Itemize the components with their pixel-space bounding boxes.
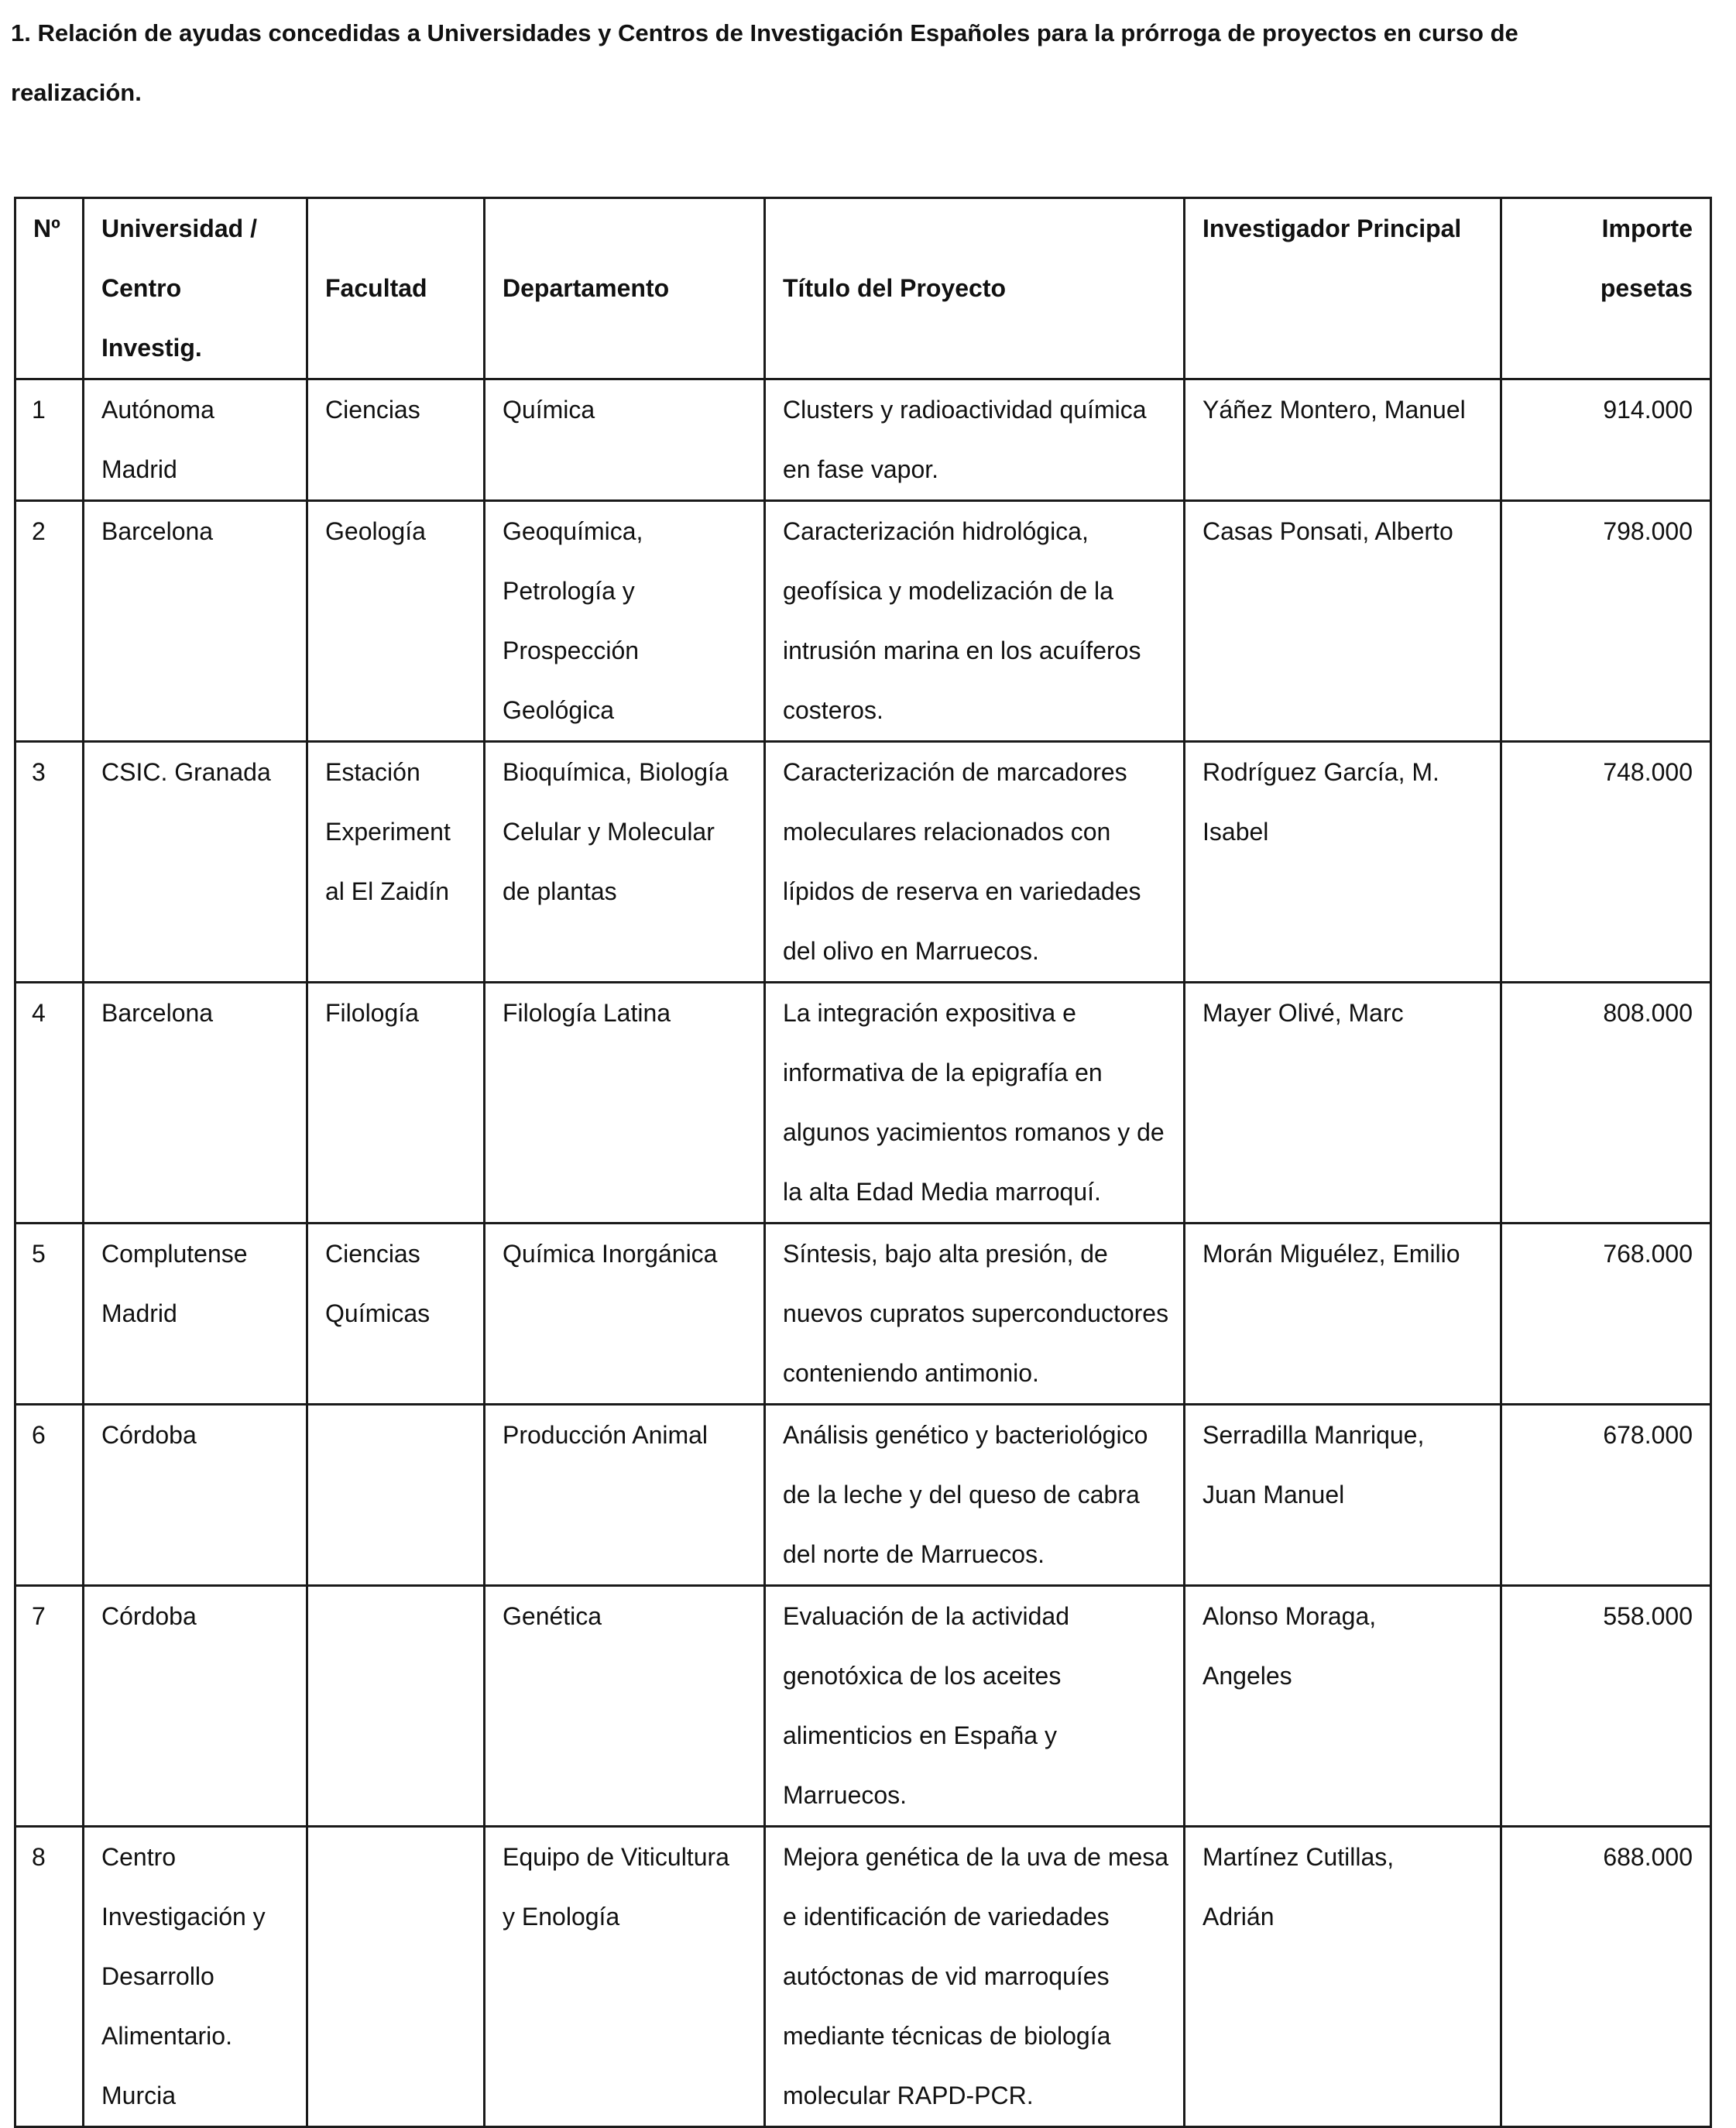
cell-departamento bbox=[485, 1827, 765, 2127]
cell-no: 4 bbox=[15, 983, 84, 1224]
cell-facultad bbox=[307, 1827, 485, 2127]
cell-line: Adrián bbox=[1203, 1903, 1275, 1931]
cell-line: Celular y Molecular bbox=[503, 818, 715, 846]
cell-universidad bbox=[84, 742, 307, 983]
cell-facultad bbox=[307, 983, 485, 1224]
cell-line: autóctonas de vid marroquíes bbox=[783, 1962, 1110, 1990]
cell-line: Barcelona bbox=[101, 517, 214, 545]
table-row bbox=[15, 742, 1711, 983]
cell-importe: 808.000 bbox=[1501, 983, 1711, 1224]
cell-line: Córdoba bbox=[101, 1602, 197, 1630]
grants-table-body bbox=[15, 379, 1711, 2127]
cell-line: Martínez Cutillas, bbox=[1203, 1843, 1395, 1871]
cell-line: Complutense bbox=[101, 1240, 248, 1268]
cell-line: Morán Miguélez, Emilio bbox=[1203, 1240, 1460, 1268]
cell-departamento bbox=[485, 501, 765, 742]
cell-universidad bbox=[84, 983, 307, 1224]
table-row bbox=[15, 379, 1711, 501]
cell-line: Caracterización de marcadores bbox=[783, 758, 1127, 786]
cell-no: 1 bbox=[15, 379, 84, 501]
cell-line: Geoquímica, bbox=[503, 517, 643, 545]
cell-importe: 558.000 bbox=[1501, 1586, 1711, 1827]
cell-universidad bbox=[84, 1405, 307, 1586]
cell-universidad bbox=[84, 1586, 307, 1827]
cell-line: Centro bbox=[101, 1843, 177, 1871]
cell-line: CSIC. Granada bbox=[101, 758, 271, 786]
header-facultad: Facultad bbox=[307, 198, 485, 379]
cell-facultad bbox=[307, 1586, 485, 1827]
cell-line: Rodríguez García, M. bbox=[1203, 758, 1439, 786]
cell-line: Clusters y radioactividad química bbox=[783, 396, 1147, 424]
cell-investigador bbox=[1185, 1405, 1501, 1586]
cell-line: de plantas bbox=[503, 877, 617, 905]
cell-line: intrusión marina en los acuíferos bbox=[783, 637, 1141, 664]
cell-line: Filología Latina bbox=[503, 999, 671, 1027]
header-no: Nº bbox=[15, 198, 84, 379]
cell-line: molecular RAPD-PCR. bbox=[783, 2082, 1034, 2109]
cell-investigador bbox=[1185, 379, 1501, 501]
cell-line: genotóxica de los aceites bbox=[783, 1662, 1062, 1690]
cell-investigador bbox=[1185, 1586, 1501, 1827]
cell-importe: 748.000 bbox=[1501, 742, 1711, 983]
cell-line: Químicas bbox=[325, 1299, 431, 1327]
cell-facultad bbox=[307, 379, 485, 501]
cell-departamento bbox=[485, 1405, 765, 1586]
cell-titulo bbox=[765, 1405, 1185, 1586]
cell-departamento bbox=[485, 1586, 765, 1827]
document-title bbox=[11, 3, 1707, 122]
cell-titulo bbox=[765, 501, 1185, 742]
cell-line: Experiment bbox=[325, 818, 451, 846]
cell-line: Ciencias bbox=[325, 1240, 420, 1268]
cell-line: Madrid bbox=[101, 455, 177, 483]
cell-importe: 798.000 bbox=[1501, 501, 1711, 742]
cell-line: Alimentario. bbox=[101, 2022, 232, 2050]
cell-titulo bbox=[765, 1224, 1185, 1405]
cell-line: de la leche y del queso de cabra bbox=[783, 1481, 1140, 1508]
cell-departamento bbox=[485, 983, 765, 1224]
cell-line: Prospección bbox=[503, 637, 640, 664]
cell-line: Filología bbox=[325, 999, 419, 1027]
cell-line: nuevos cupratos superconductores bbox=[783, 1299, 1169, 1327]
cell-no: 3 bbox=[15, 742, 84, 983]
header-universidad-line: Centro bbox=[101, 274, 182, 302]
cell-line: al El Zaidín bbox=[325, 877, 450, 905]
cell-line: Ciencias bbox=[325, 396, 420, 424]
cell-titulo bbox=[765, 742, 1185, 983]
cell-investigador bbox=[1185, 742, 1501, 983]
cell-titulo bbox=[765, 1586, 1185, 1827]
cell-line: Caracterización hidrológica, bbox=[783, 517, 1089, 545]
cell-line: Serradilla Manrique, bbox=[1203, 1421, 1425, 1449]
cell-departamento bbox=[485, 1224, 765, 1405]
header-importe-line: pesetas bbox=[1600, 274, 1693, 302]
cell-line: la alta Edad Media marroquí. bbox=[783, 1178, 1101, 1206]
header-titulo: Título del Proyecto bbox=[765, 198, 1185, 379]
cell-line: e identificación de variedades bbox=[783, 1903, 1110, 1931]
table-header-row bbox=[15, 198, 1711, 379]
header-universidad bbox=[84, 198, 307, 379]
cell-importe: 688.000 bbox=[1501, 1827, 1711, 2127]
cell-line: mediante técnicas de biología bbox=[783, 2022, 1111, 2050]
cell-line: Análisis genético y bacteriológico bbox=[783, 1421, 1148, 1449]
cell-line: moleculares relacionados con bbox=[783, 818, 1111, 846]
header-universidad-line: Investig. bbox=[101, 334, 202, 362]
cell-line: informativa de la epigrafía en bbox=[783, 1059, 1103, 1086]
cell-facultad bbox=[307, 1224, 485, 1405]
cell-line: Evaluación de la actividad bbox=[783, 1602, 1070, 1630]
cell-line: Madrid bbox=[101, 1299, 177, 1327]
cell-line: Córdoba bbox=[101, 1421, 197, 1449]
cell-titulo bbox=[765, 379, 1185, 501]
cell-line: Casas Ponsati, Alberto bbox=[1203, 517, 1453, 545]
header-departamento: Departamento bbox=[485, 198, 765, 379]
cell-titulo bbox=[765, 983, 1185, 1224]
cell-facultad bbox=[307, 742, 485, 983]
cell-line: Síntesis, bajo alta presión, de bbox=[783, 1240, 1108, 1268]
cell-no: 2 bbox=[15, 501, 84, 742]
cell-no: 5 bbox=[15, 1224, 84, 1405]
cell-line: Isabel bbox=[1203, 818, 1269, 846]
cell-line: Geológica bbox=[503, 696, 615, 724]
cell-universidad bbox=[84, 1827, 307, 2127]
cell-line: Marruecos. bbox=[783, 1781, 907, 1809]
cell-line: Genética bbox=[503, 1602, 602, 1630]
cell-universidad bbox=[84, 501, 307, 742]
cell-line: geofísica y modelización de la bbox=[783, 577, 1113, 605]
cell-universidad bbox=[84, 1224, 307, 1405]
cell-investigador bbox=[1185, 1224, 1501, 1405]
cell-universidad bbox=[84, 379, 307, 501]
cell-line: Mejora genética de la uva de mesa bbox=[783, 1843, 1169, 1871]
table-row bbox=[15, 1586, 1711, 1827]
cell-line: Autónoma bbox=[101, 396, 214, 424]
cell-no: 6 bbox=[15, 1405, 84, 1586]
cell-investigador bbox=[1185, 501, 1501, 742]
cell-line: Química Inorgánica bbox=[503, 1240, 718, 1268]
grants-table bbox=[14, 197, 1712, 2128]
cell-line: Producción Animal bbox=[503, 1421, 708, 1449]
cell-line: Barcelona bbox=[101, 999, 214, 1027]
cell-no: 7 bbox=[15, 1586, 84, 1827]
cell-line: Desarrollo bbox=[101, 1962, 214, 1990]
table-row bbox=[15, 1224, 1711, 1405]
cell-line: Alonso Moraga, bbox=[1203, 1602, 1377, 1630]
table-row bbox=[15, 1405, 1711, 1586]
table-row bbox=[15, 501, 1711, 742]
cell-line: Investigación y bbox=[101, 1903, 266, 1931]
cell-line: Petrología y bbox=[503, 577, 635, 605]
cell-departamento bbox=[485, 742, 765, 983]
cell-line: Angeles bbox=[1203, 1662, 1292, 1690]
header-importe bbox=[1501, 198, 1711, 379]
table-row bbox=[15, 983, 1711, 1224]
cell-investigador bbox=[1185, 1827, 1501, 2127]
cell-importe: 678.000 bbox=[1501, 1405, 1711, 1586]
cell-facultad bbox=[307, 501, 485, 742]
document-title-line-1: 1. Relación de ayudas concedidas a Universidades y Centros de Investigación Españoles para la prórroga de proyectos en curso de bbox=[11, 19, 1518, 46]
table-row bbox=[15, 1827, 1711, 2127]
cell-line: costeros. bbox=[783, 696, 883, 724]
cell-line: Juan Manuel bbox=[1203, 1481, 1345, 1508]
cell-line: del norte de Marruecos. bbox=[783, 1540, 1045, 1568]
cell-line: alimenticios en España y bbox=[783, 1721, 1057, 1749]
cell-no: 8 bbox=[15, 1827, 84, 2127]
cell-line: Murcia bbox=[101, 2082, 177, 2109]
cell-titulo bbox=[765, 1827, 1185, 2127]
header-universidad-line: Universidad / bbox=[101, 215, 257, 242]
document-title-line-2: realización. bbox=[11, 79, 142, 106]
cell-line: Equipo de Viticultura bbox=[503, 1843, 729, 1871]
cell-facultad bbox=[307, 1405, 485, 1586]
cell-importe: 768.000 bbox=[1501, 1224, 1711, 1405]
cell-line: Química bbox=[503, 396, 595, 424]
cell-departamento bbox=[485, 379, 765, 501]
cell-line: conteniendo antimonio. bbox=[783, 1359, 1039, 1387]
cell-line: Yáñez Montero, Manuel bbox=[1203, 396, 1466, 424]
cell-line: La integración expositiva e bbox=[783, 999, 1076, 1027]
cell-line: en fase vapor. bbox=[783, 455, 939, 483]
cell-line: Geología bbox=[325, 517, 426, 545]
cell-line: algunos yacimientos romanos y de bbox=[783, 1118, 1165, 1146]
cell-importe: 914.000 bbox=[1501, 379, 1711, 501]
cell-line: lípidos de reserva en variedades bbox=[783, 877, 1141, 905]
cell-line: Mayer Olivé, Marc bbox=[1203, 999, 1404, 1027]
cell-investigador bbox=[1185, 983, 1501, 1224]
cell-line: Bioquímica, Biología bbox=[503, 758, 729, 786]
header-investigador: Investigador Principal bbox=[1185, 198, 1501, 379]
header-importe-line: Importe bbox=[1601, 215, 1693, 242]
cell-line: Estación bbox=[325, 758, 420, 786]
cell-line: del olivo en Marruecos. bbox=[783, 937, 1039, 965]
cell-line: y Enología bbox=[503, 1903, 620, 1931]
